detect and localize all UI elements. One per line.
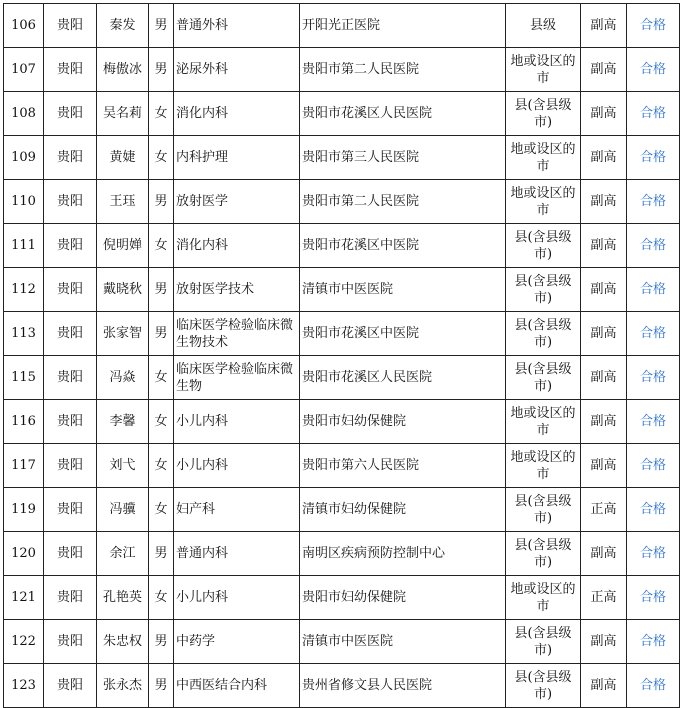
cell-gender: 男 — [149, 312, 174, 356]
cell-title: 正高 — [581, 488, 627, 532]
cell-hospital: 清镇市中医医院 — [300, 620, 506, 664]
cell-gender: 女 — [149, 576, 174, 620]
cell-city: 贵阳 — [44, 356, 97, 400]
cell-result: 合格 — [627, 444, 680, 488]
cell-major: 消化内科 — [174, 224, 300, 268]
table-row — [4, 444, 680, 488]
cell-title: 副高 — [581, 92, 627, 136]
table-body — [4, 4, 680, 708]
cell-number: 115 — [4, 356, 44, 400]
cell-major: 小儿内科 — [174, 400, 300, 444]
cell-hospital: 贵阳市花溪区人民医院 — [300, 356, 506, 400]
cell-gender: 女 — [149, 488, 174, 532]
cell-hospital: 清镇市中医医院 — [300, 268, 506, 312]
cell-level: 县(含县级市) — [506, 488, 581, 532]
cell-level: 县(含县级市) — [506, 664, 581, 708]
cell-level: 地或设区的市 — [506, 576, 581, 620]
table-row — [4, 48, 680, 92]
cell-number: 119 — [4, 488, 44, 532]
cell-level: 地或设区的市 — [506, 48, 581, 92]
cell-major: 放射医学 — [174, 180, 300, 224]
cell-level: 县(含县级市) — [506, 620, 581, 664]
cell-result: 合格 — [627, 356, 680, 400]
cell-major: 中药学 — [174, 620, 300, 664]
table-row — [4, 136, 680, 180]
cell-result: 合格 — [627, 488, 680, 532]
cell-gender: 女 — [149, 444, 174, 488]
cell-title: 副高 — [581, 620, 627, 664]
cell-result: 合格 — [627, 620, 680, 664]
cell-hospital: 贵阳市第三人民医院 — [300, 136, 506, 180]
cell-gender: 男 — [149, 532, 174, 576]
cell-gender: 男 — [149, 180, 174, 224]
cell-major: 消化内科 — [174, 92, 300, 136]
cell-result: 合格 — [627, 268, 680, 312]
cell-title: 副高 — [581, 400, 627, 444]
cell-title: 副高 — [581, 444, 627, 488]
cell-level: 地或设区的市 — [506, 180, 581, 224]
cell-result: 合格 — [627, 224, 680, 268]
cell-number: 123 — [4, 664, 44, 708]
cell-hospital: 贵阳市花溪区中医院 — [300, 224, 506, 268]
cell-result: 合格 — [627, 532, 680, 576]
cell-city: 贵阳 — [44, 224, 97, 268]
cell-name: 吴名莉 — [97, 92, 149, 136]
cell-level: 县(含县级市) — [506, 312, 581, 356]
results-table — [3, 3, 680, 708]
cell-name: 黄婕 — [97, 136, 149, 180]
cell-city: 贵阳 — [44, 400, 97, 444]
cell-hospital: 南明区疾病预防控制中心 — [300, 532, 506, 576]
cell-number: 117 — [4, 444, 44, 488]
cell-city: 贵阳 — [44, 180, 97, 224]
cell-level: 地或设区的市 — [506, 136, 581, 180]
cell-result: 合格 — [627, 664, 680, 708]
cell-major: 泌尿外科 — [174, 48, 300, 92]
cell-hospital: 贵阳市妇幼保健院 — [300, 400, 506, 444]
cell-name: 张永杰 — [97, 664, 149, 708]
cell-major: 内科护理 — [174, 136, 300, 180]
cell-major: 临床医学检验临床微生物技术 — [174, 312, 300, 356]
cell-result: 合格 — [627, 92, 680, 136]
cell-number: 109 — [4, 136, 44, 180]
cell-name: 朱忠权 — [97, 620, 149, 664]
cell-title: 副高 — [581, 664, 627, 708]
cell-major: 中西医结合内科 — [174, 664, 300, 708]
cell-major: 妇产科 — [174, 488, 300, 532]
cell-number: 111 — [4, 224, 44, 268]
cell-level: 县(含县级市) — [506, 224, 581, 268]
cell-number: 116 — [4, 400, 44, 444]
cell-result: 合格 — [627, 136, 680, 180]
table-row — [4, 400, 680, 444]
cell-city: 贵阳 — [44, 48, 97, 92]
cell-level: 地或设区的市 — [506, 400, 581, 444]
cell-major: 普通内科 — [174, 532, 300, 576]
table-row — [4, 268, 680, 312]
cell-name: 秦发 — [97, 4, 149, 48]
table-row — [4, 92, 680, 136]
cell-title: 副高 — [581, 4, 627, 48]
cell-result: 合格 — [627, 180, 680, 224]
cell-name: 刘弋 — [97, 444, 149, 488]
cell-major: 普通外科 — [174, 4, 300, 48]
table-row — [4, 664, 680, 708]
cell-level: 地或设区的市 — [506, 444, 581, 488]
table-row — [4, 224, 680, 268]
cell-hospital: 贵阳市花溪区人民医院 — [300, 92, 506, 136]
cell-title: 副高 — [581, 48, 627, 92]
cell-city: 贵阳 — [44, 4, 97, 48]
cell-number: 106 — [4, 4, 44, 48]
cell-city: 贵阳 — [44, 92, 97, 136]
cell-gender: 女 — [149, 356, 174, 400]
cell-city: 贵阳 — [44, 576, 97, 620]
cell-name: 张家智 — [97, 312, 149, 356]
cell-major: 小儿内科 — [174, 576, 300, 620]
cell-number: 113 — [4, 312, 44, 356]
cell-city: 贵阳 — [44, 312, 97, 356]
table-row — [4, 4, 680, 48]
cell-name: 王珏 — [97, 180, 149, 224]
cell-level: 县(含县级市) — [506, 268, 581, 312]
cell-major: 小儿内科 — [174, 444, 300, 488]
table-row — [4, 488, 680, 532]
cell-name: 冯骥 — [97, 488, 149, 532]
table-row — [4, 312, 680, 356]
cell-gender: 女 — [149, 136, 174, 180]
cell-title: 副高 — [581, 180, 627, 224]
cell-city: 贵阳 — [44, 444, 97, 488]
cell-title: 正高 — [581, 576, 627, 620]
table-row — [4, 180, 680, 224]
cell-name: 冯焱 — [97, 356, 149, 400]
cell-number: 107 — [4, 48, 44, 92]
cell-result: 合格 — [627, 312, 680, 356]
cell-gender: 女 — [149, 92, 174, 136]
cell-gender: 男 — [149, 4, 174, 48]
table-row — [4, 356, 680, 400]
table-row — [4, 576, 680, 620]
cell-result: 合格 — [627, 48, 680, 92]
cell-name: 孔艳英 — [97, 576, 149, 620]
cell-level: 县(含县级市) — [506, 532, 581, 576]
cell-number: 110 — [4, 180, 44, 224]
cell-hospital: 贵阳市第二人民医院 — [300, 180, 506, 224]
cell-city: 贵阳 — [44, 488, 97, 532]
cell-level: 县级 — [506, 4, 581, 48]
cell-level: 县(含县级市) — [506, 356, 581, 400]
cell-city: 贵阳 — [44, 532, 97, 576]
cell-city: 贵阳 — [44, 620, 97, 664]
cell-major: 放射医学技术 — [174, 268, 300, 312]
table-row — [4, 532, 680, 576]
cell-title: 副高 — [581, 532, 627, 576]
cell-gender: 男 — [149, 48, 174, 92]
cell-hospital: 贵州省修文县人民医院 — [300, 664, 506, 708]
cell-title: 副高 — [581, 356, 627, 400]
cell-name: 倪明婵 — [97, 224, 149, 268]
cell-name: 戴晓秋 — [97, 268, 149, 312]
cell-number: 120 — [4, 532, 44, 576]
cell-level: 县(含县级市) — [506, 92, 581, 136]
cell-result: 合格 — [627, 4, 680, 48]
cell-city: 贵阳 — [44, 268, 97, 312]
table-row — [4, 620, 680, 664]
cell-name: 梅傲冰 — [97, 48, 149, 92]
cell-name: 余江 — [97, 532, 149, 576]
cell-number: 121 — [4, 576, 44, 620]
cell-major: 临床医学检验临床微生物 — [174, 356, 300, 400]
cell-hospital: 开阳光正医院 — [300, 4, 506, 48]
cell-result: 合格 — [627, 400, 680, 444]
cell-title: 副高 — [581, 312, 627, 356]
cell-gender: 男 — [149, 664, 174, 708]
cell-number: 122 — [4, 620, 44, 664]
cell-hospital: 贵阳市花溪区中医院 — [300, 312, 506, 356]
cell-title: 副高 — [581, 268, 627, 312]
cell-number: 112 — [4, 268, 44, 312]
cell-city: 贵阳 — [44, 664, 97, 708]
cell-hospital: 贵阳市妇幼保健院 — [300, 576, 506, 620]
cell-title: 副高 — [581, 224, 627, 268]
cell-hospital: 贵阳市第二人民医院 — [300, 48, 506, 92]
cell-gender: 男 — [149, 620, 174, 664]
cell-city: 贵阳 — [44, 136, 97, 180]
cell-hospital: 清镇市妇幼保健院 — [300, 488, 506, 532]
cell-hospital: 贵阳市第六人民医院 — [300, 444, 506, 488]
cell-gender: 男 — [149, 268, 174, 312]
cell-gender: 女 — [149, 224, 174, 268]
cell-gender: 女 — [149, 400, 174, 444]
cell-name: 李馨 — [97, 400, 149, 444]
cell-result: 合格 — [627, 576, 680, 620]
cell-title: 副高 — [581, 136, 627, 180]
cell-number: 108 — [4, 92, 44, 136]
